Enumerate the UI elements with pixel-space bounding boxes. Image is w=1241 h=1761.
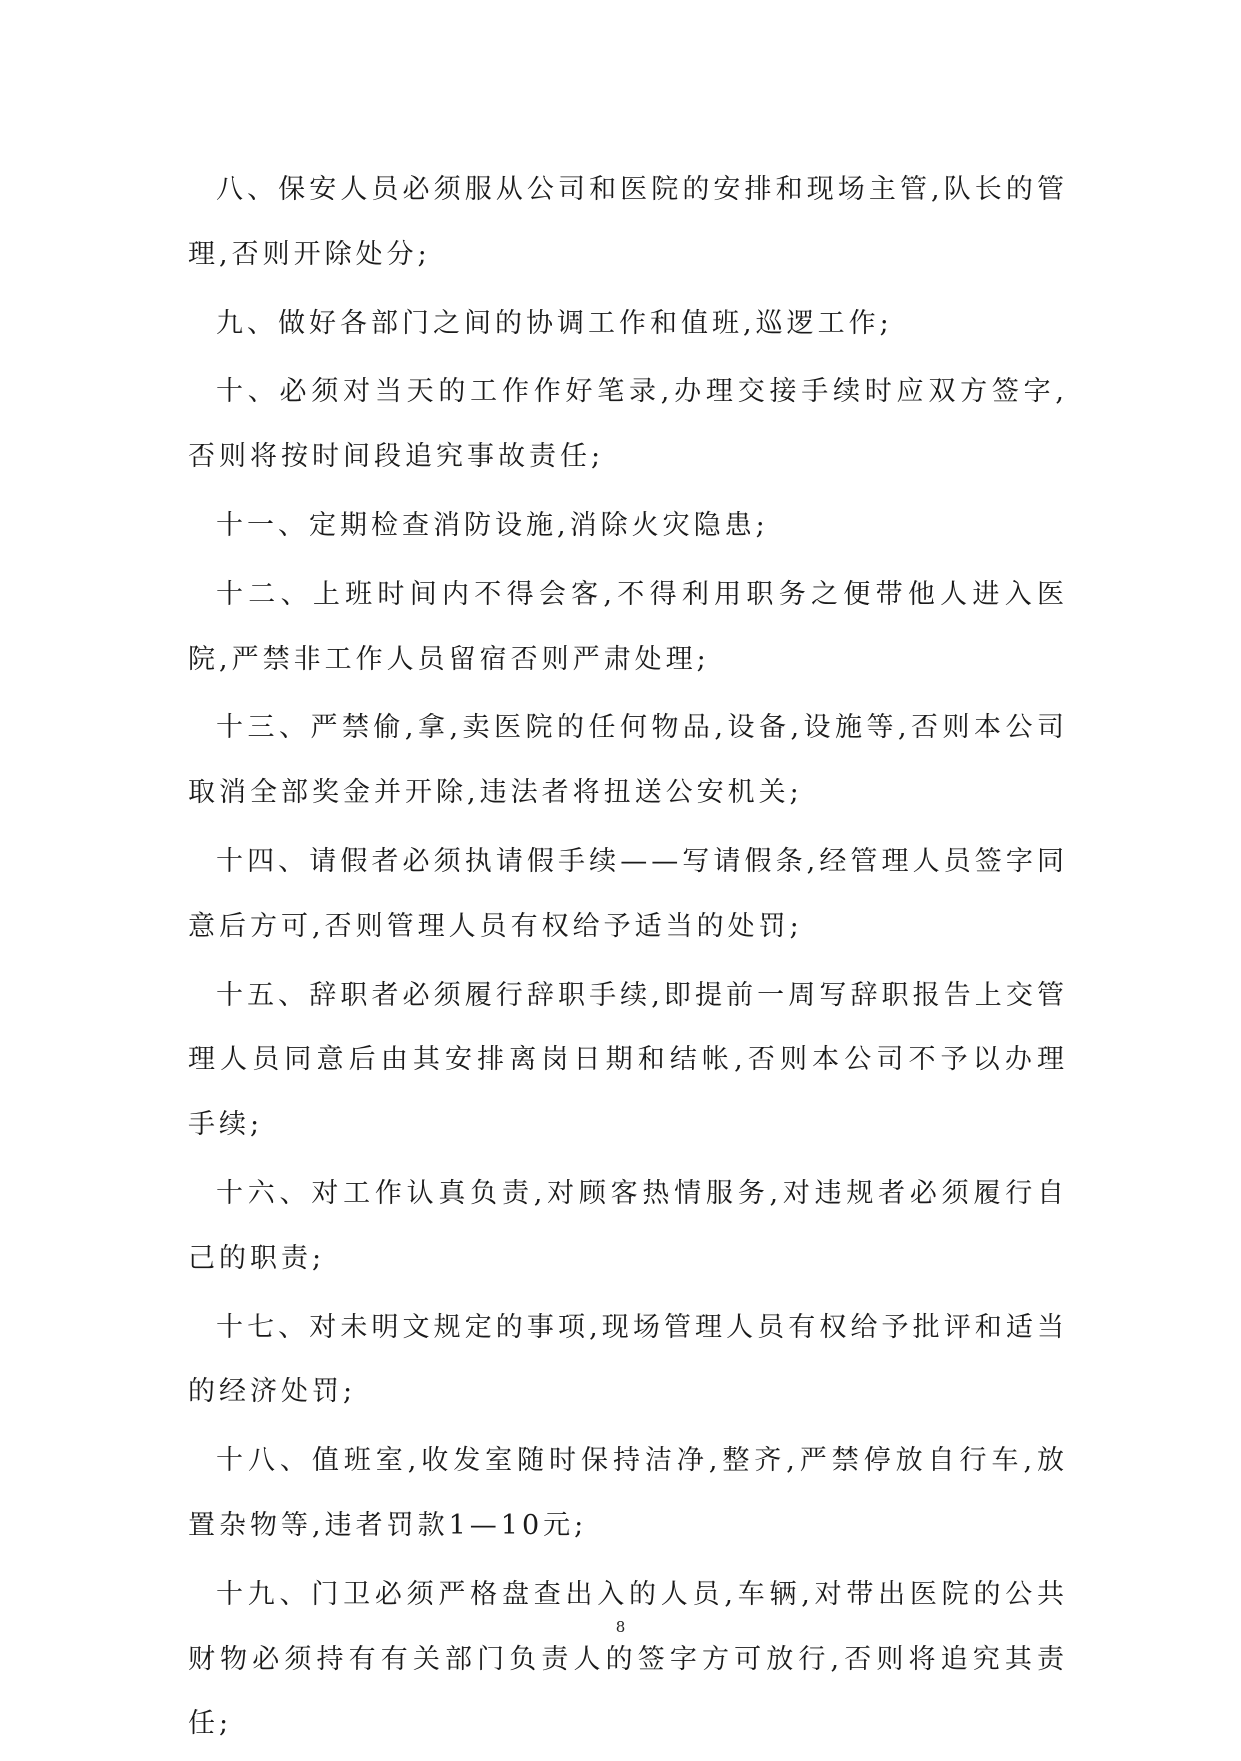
paragraph-rule-10: 十、必须对当天的工作作好笔录,办理交接手续时应双方签字,否则将按时间段追究事故责任; (188, 376, 1068, 473)
paragraph-rule-18: 十八、值班室,收发室随时保持洁净,整齐,严禁停放自行车,放置杂物等,违者罚款1—10元; (188, 1445, 1068, 1541)
paragraph-rule-11: 十一、定期检查消防设施,消除火灾隐患; (216, 509, 769, 541)
paragraph-rule-14: 十四、请假者必须执请假手续——写请假条,经管理人员签字同意后方可,否则管理人员有权给予适当的处罚; (188, 845, 1068, 942)
paragraph-rule-12: 十二、上班时间内不得会客,不得利用职务之便带他人进入医院,严禁非工作人员留宿否则严肃处理; (188, 578, 1068, 675)
document-body (188, 158, 1068, 1761)
paragraph-rule-13: 十三、严禁偷,拿,卖医院的任何物品,设备,设施等,否则本公司取消全部奖金并开除,违法者将扭送公安机关; (188, 712, 1068, 809)
paragraph-rule-15: 十五、辞职者必须履行辞职手续,即提前一周写辞职报告上交管理人员同意后由其安排离岗日期和结帐,否则本公司不予以办理手续; (188, 979, 1068, 1141)
page-number: 8 (615, 1618, 626, 1636)
paragraph-rule-8: 八、保安人员必须服从公司和医院的安排和现场主管,队长的管理,否则开除处分; (188, 174, 1068, 270)
paragraph-rule-9: 九、做好各部门之间的协调工作和值班,巡逻工作; (216, 307, 893, 339)
paragraph-rule-17: 十七、对未明文规定的事项,现场管理人员有权给予批评和适当的经济处罚; (188, 1311, 1068, 1408)
paragraph-rule-19: 十九、门卫必须严格盘查出入的人员,车辆,对带出医院的公共财物必须持有有关部门负责人的签字方可放行,否则将追究其责任; (188, 1578, 1068, 1740)
paragraph-rule-16: 十六、对工作认真负责,对顾客热情服务,对违规者必须履行自己的职责; (188, 1177, 1068, 1274)
